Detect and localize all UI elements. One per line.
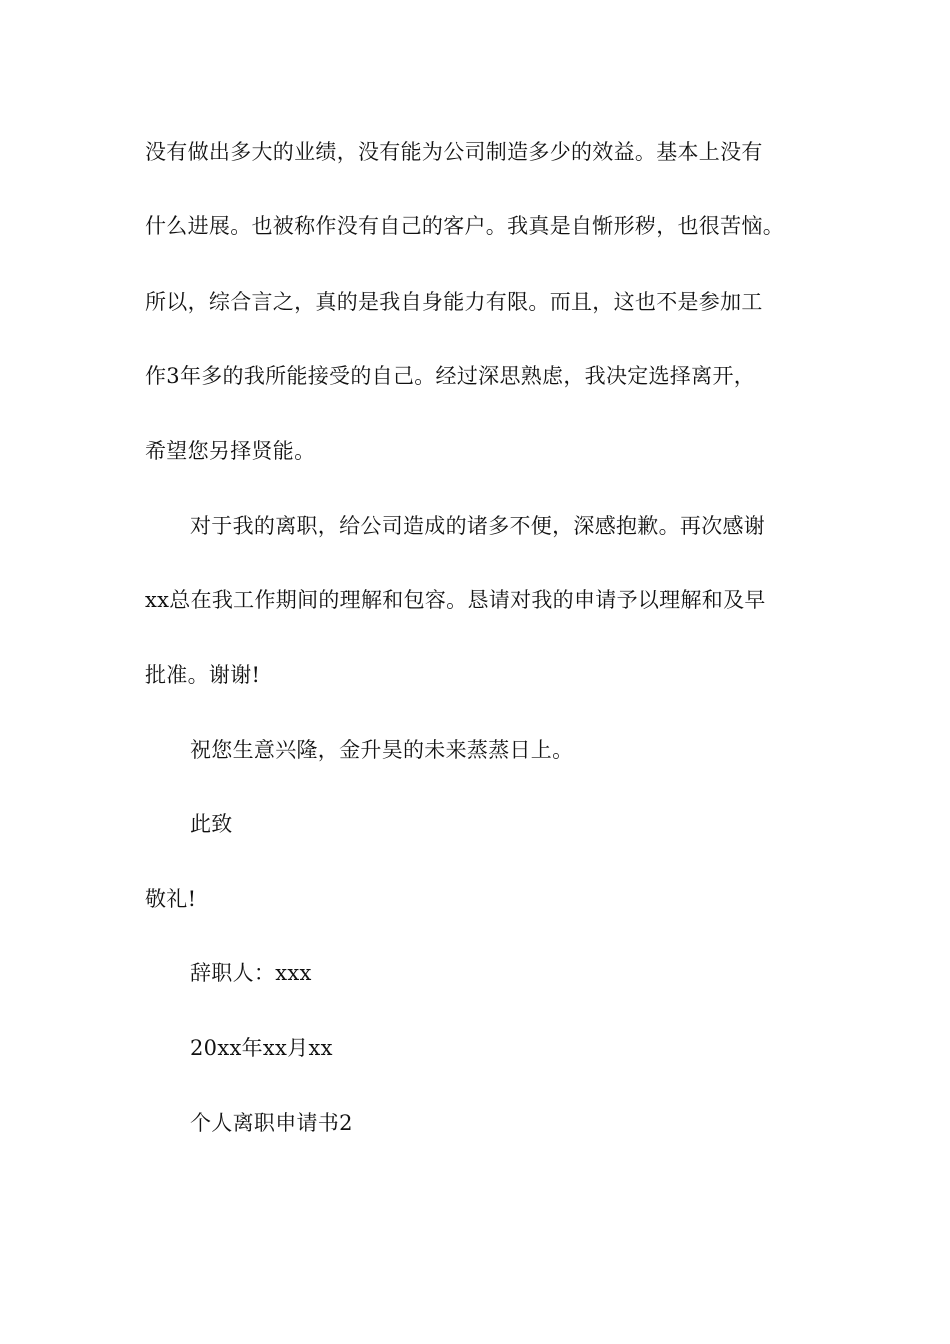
body-line-1: 没有做出多大的业绩，没有能为公司制造多少的效益。基本上没有: [145, 140, 763, 164]
wishes-line: 祝您生意兴隆，金升昊的未来蒸蒸日上。: [190, 738, 574, 762]
body-line-2: 什么进展。也被称作没有自己的客户。我真是自惭形秽，也很苦恼。: [145, 214, 784, 238]
apology-paragraph-line-2: xx总在我工作期间的理解和包容。恳请对我的申请予以理解和及早: [145, 588, 766, 612]
body-line-5: 希望您另择贤能。: [145, 439, 316, 463]
signature-resigner: 辞职人：xxx: [190, 961, 312, 985]
next-section-title: 个人离职申请书2: [190, 1111, 353, 1135]
closing-regards: 敬礼!: [145, 887, 197, 911]
body-line-3: 所以，综合言之，真的是我自身能力有限。而且，这也不是参加工: [145, 290, 763, 314]
body-line-4: 作3年多的我所能接受的自己。经过深思熟虑，我决定选择离开，: [145, 364, 756, 388]
apology-paragraph-line-1: 对于我的离职，给公司造成的诸多不便，深感抱歉。再次感谢: [190, 514, 766, 538]
signature-date: 20xx年xx月xx: [190, 1036, 333, 1060]
apology-paragraph-line-3: 批准。谢谢!: [145, 663, 261, 687]
closing-salutation: 此致: [190, 812, 233, 836]
